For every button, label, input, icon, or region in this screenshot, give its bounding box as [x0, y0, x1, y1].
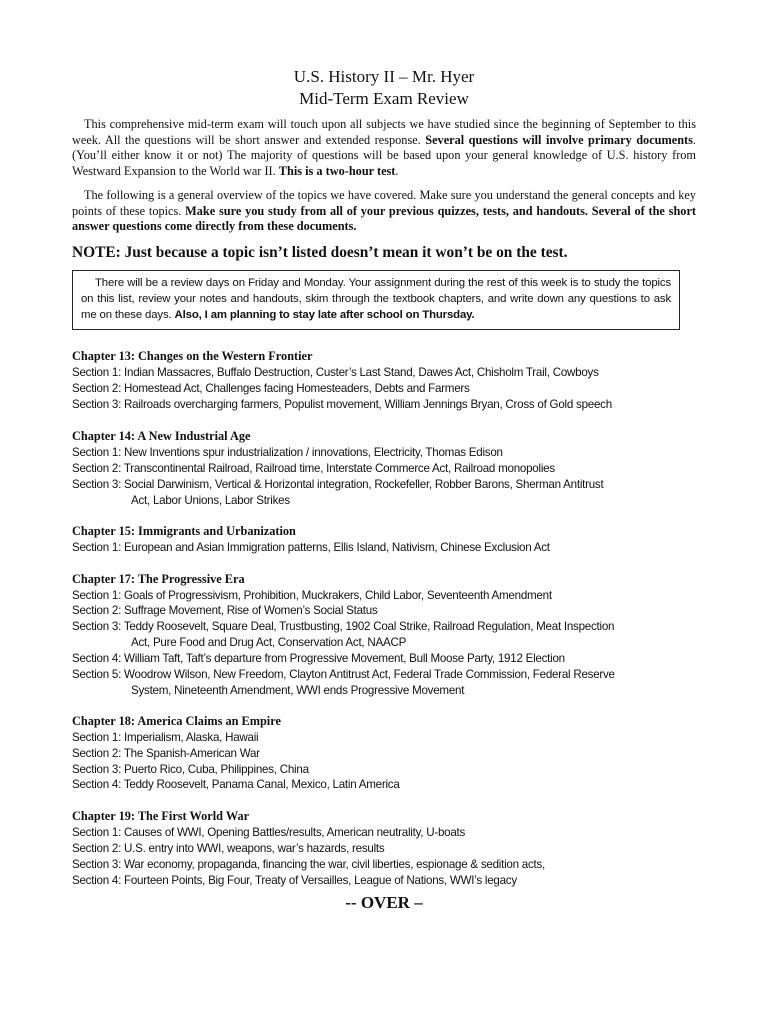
review-days-text — [81, 276, 671, 323]
section-line: Section 2: Suffrage Movement, Rise of Women’s Social Status — [72, 604, 378, 617]
intro-text: This comprehensive mid-term exam will touch upon all subjects we have studied since the beginning of September to this week. All the questions will be short answer and extended response. — [72, 117, 696, 147]
section-line: Section 1: European and Asian Immigration patterns, Ellis Island, Nativism, Chinese Exclusion Act — [72, 541, 550, 554]
section-line: Section 1: Imperialism, Alaska, Hawaii — [72, 731, 259, 744]
section-line: Section 4: William Taft, Taft’s departure from Progressive Movement, Bull Moose Party, 1912 Election — [72, 652, 565, 665]
section-line: Section 4: Fourteen Points, Big Four, Treaty of Versailles, League of Nations, WWI’s legacy — [72, 874, 517, 887]
section-block — [72, 667, 702, 699]
review-days-emphasis: Also, I am planning to stay late after school on Thursday. — [174, 308, 475, 321]
section-line: Section 2: Homestead Act, Challenges facing Homesteaders, Debts and Farmers — [72, 382, 470, 395]
overview-text: The following is a general overview of the topics we have covered. Make sure you understand the general concepts and key points of these topics. — [72, 188, 696, 218]
section-line-continued: Act, Labor Unions, Labor Strikes — [131, 493, 290, 507]
review-days-box — [72, 270, 680, 330]
section-line: Section 2: U.S. entry into WWI, weapons, war’s hazards, results — [72, 842, 385, 855]
section-line: Section 1: Goals of Progressivism, Prohibition, Muckrakers, Child Labor, Seventeenth Amendment — [72, 589, 552, 602]
chapter-title: Chapter 13: Changes on the Western Frontier — [72, 349, 313, 363]
intro-text-end: . — [395, 163, 399, 178]
intro-emphasis-primary-documents: Several questions will involve primary documents — [425, 132, 693, 147]
section-line: Section 5: Woodrow Wilson, New Freedom, Clayton Antitrust Act, Federal Trade Commission, Federal Reserve — [72, 668, 615, 681]
section-block — [72, 619, 702, 651]
section-line: Section 3: Railroads overcharging farmers, Populist movement, William Jennings Bryan, Cross of Gold speech — [72, 398, 612, 411]
intro-text-continued: . (You’ll either know it or not) The majority of questions will be based upon your general knowledge of U.S. history from Westward Expansion to the World war II. — [72, 132, 696, 178]
chapter-title: Chapter 17: The Progressive Era — [72, 572, 245, 586]
intro-paragraph — [72, 117, 696, 179]
chapter-title: Chapter 14: A New Industrial Age — [72, 429, 251, 443]
overview-emphasis: Make sure you study from all of your previous quizzes, tests, and handouts. Several of the short answer questions come directly from these documents. — [72, 203, 696, 234]
course-title: U.S. History II – Mr. Hyer — [293, 67, 475, 86]
section-line: Section 3: Teddy Roosevelt, Square Deal, Trustbusting, 1902 Coal Strike, Railroad Regulation, Meat Inspection — [72, 620, 615, 633]
section-line-continued: System, Nineteenth Amendment, WWI ends Progressive Movement — [131, 683, 465, 697]
section-line: Section 1: Causes of WWI, Opening Battles/results, American neutrality, U-boats — [72, 826, 466, 839]
section-line: Section 1: New Inventions spur industrialization / innovations, Electricity, Thomas Edison — [72, 446, 503, 459]
section-line: Section 3: War economy, propaganda, financing the war, civil liberties, espionage & sedition acts, — [72, 858, 546, 871]
document-title: Mid-Term Exam Review — [299, 89, 469, 108]
section-line: Section 3: Puerto Rico, Cuba, Philippines, China — [72, 763, 309, 776]
chapter-title: Chapter 19: The First World War — [72, 809, 250, 823]
intro-emphasis-two-hour: This is a two-hour test — [278, 163, 396, 178]
section-block — [72, 477, 702, 509]
chapter-title: Chapter 18: America Claims an Empire — [72, 714, 281, 728]
section-line: Section 2: The Spanish-American War — [72, 747, 260, 760]
review-days-plain: There will be a review days on Friday and Monday. Your assignment during the rest of this week is to study the topics on this list, review your notes and handouts, skim through the textbook chapters, and write down any questions to ask me on these days. — [81, 277, 671, 321]
section-line: Section 1: Indian Massacres, Buffalo Destruction, Custer’s Last Stand, Dawes Act, Chisholm Trail, Cowboys — [72, 366, 599, 379]
chapter-title: Chapter 15: Immigrants and Urbanization — [72, 524, 296, 538]
over-footer: -- OVER – — [345, 893, 423, 912]
note-heading: NOTE: Just because a topic isn’t listed doesn’t mean it won’t be on the test. — [72, 244, 568, 261]
section-line: Section 4: Teddy Roosevelt, Panama Canal, Mexico, Latin America — [72, 778, 400, 791]
section-line-continued: Act, Pure Food and Drug Act, Conservation Act, NAACP — [131, 635, 407, 649]
section-line: Section 2: Transcontinental Railroad, Railroad time, Interstate Commerce Act, Railroad monopolies — [72, 462, 555, 475]
section-line: Section 3: Social Darwinism, Vertical & Horizontal integration, Rockefeller, Robber Barons, Sherman Antitrust — [72, 478, 604, 491]
overview-paragraph — [72, 188, 696, 235]
